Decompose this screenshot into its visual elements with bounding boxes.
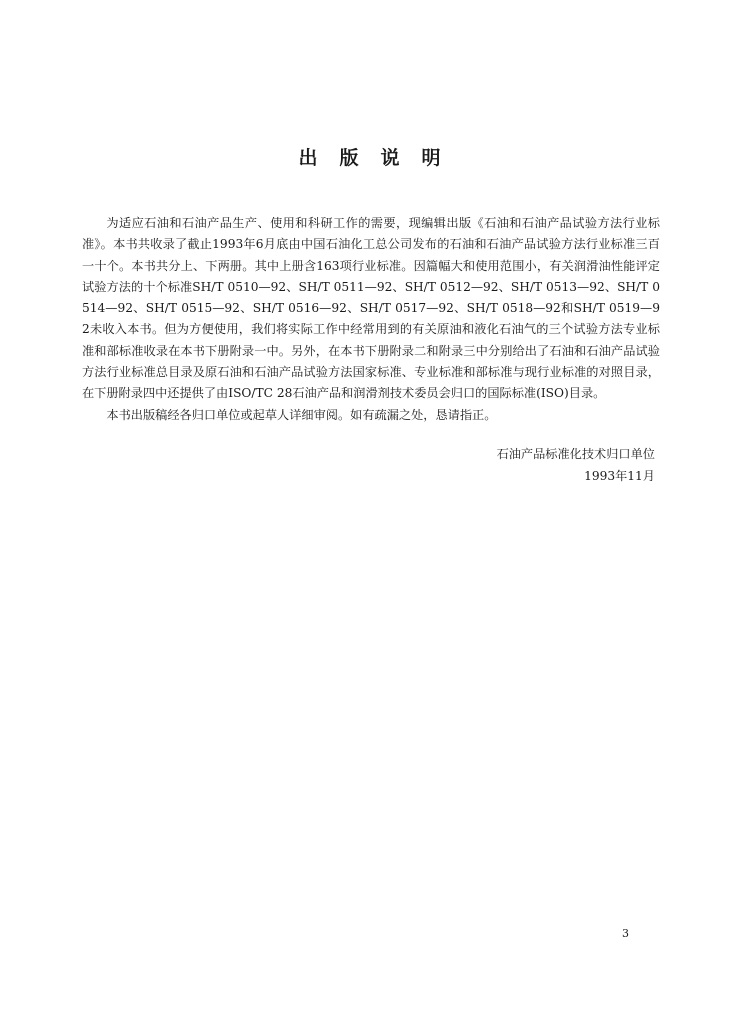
signature-date: 1993年11月 bbox=[584, 468, 655, 483]
signature-block bbox=[440, 444, 655, 487]
signature-organization: 石油产品标准化技术归口单位 bbox=[496, 447, 655, 461]
paragraph-review-note: 本书出版稿经各归口单位或起草人详细审阅。如有疏漏之处，恳请指正。 bbox=[106, 407, 497, 422]
page-title: 出版说明 bbox=[298, 147, 463, 169]
paragraph-main: 为适应石油和石油产品生产、使用和科研工作的需要，现编辑出版《石油和石油产品试验方法行业标准》。本书共收录了截止1993年6月底由中国石油化工总公司发布的石油和石油产品试验方法行业标准三百一十个。本书共分上、下两册。其中上册含163项行业标准。因篇幅大和使用范围小，有关润滑油性能评定试验方法的十个标准SH/T 0510—92、SH/T 0511—92、SH/T 0512—92、SH/T 0513—92、SH/T 0514—92、SH/T 0515—92、SH/T 0516—92、SH/T 0517—92、SH/T 0518—92和SH/T 0519—92未收入本书。但为方便使用，我们将实际工作中经常用到的有关原油和液化石油气的三个试验方法专业标准和部标准收录在本书下册附录一中。另外，在本书下册附录二和附录三中分别给出了石油和石油产品试验方法行业标准总目录及原石油和石油产品试验方法国家标准、专业标准和部标准与现行业标准的对照目录，在下册附录四中还提供了由ISO/TC 28石油产品和润滑剂技术委员会归口的国际标准(ISO)目录。 bbox=[82, 216, 660, 401]
page-number: 3 bbox=[622, 927, 629, 940]
body-text bbox=[82, 213, 660, 426]
